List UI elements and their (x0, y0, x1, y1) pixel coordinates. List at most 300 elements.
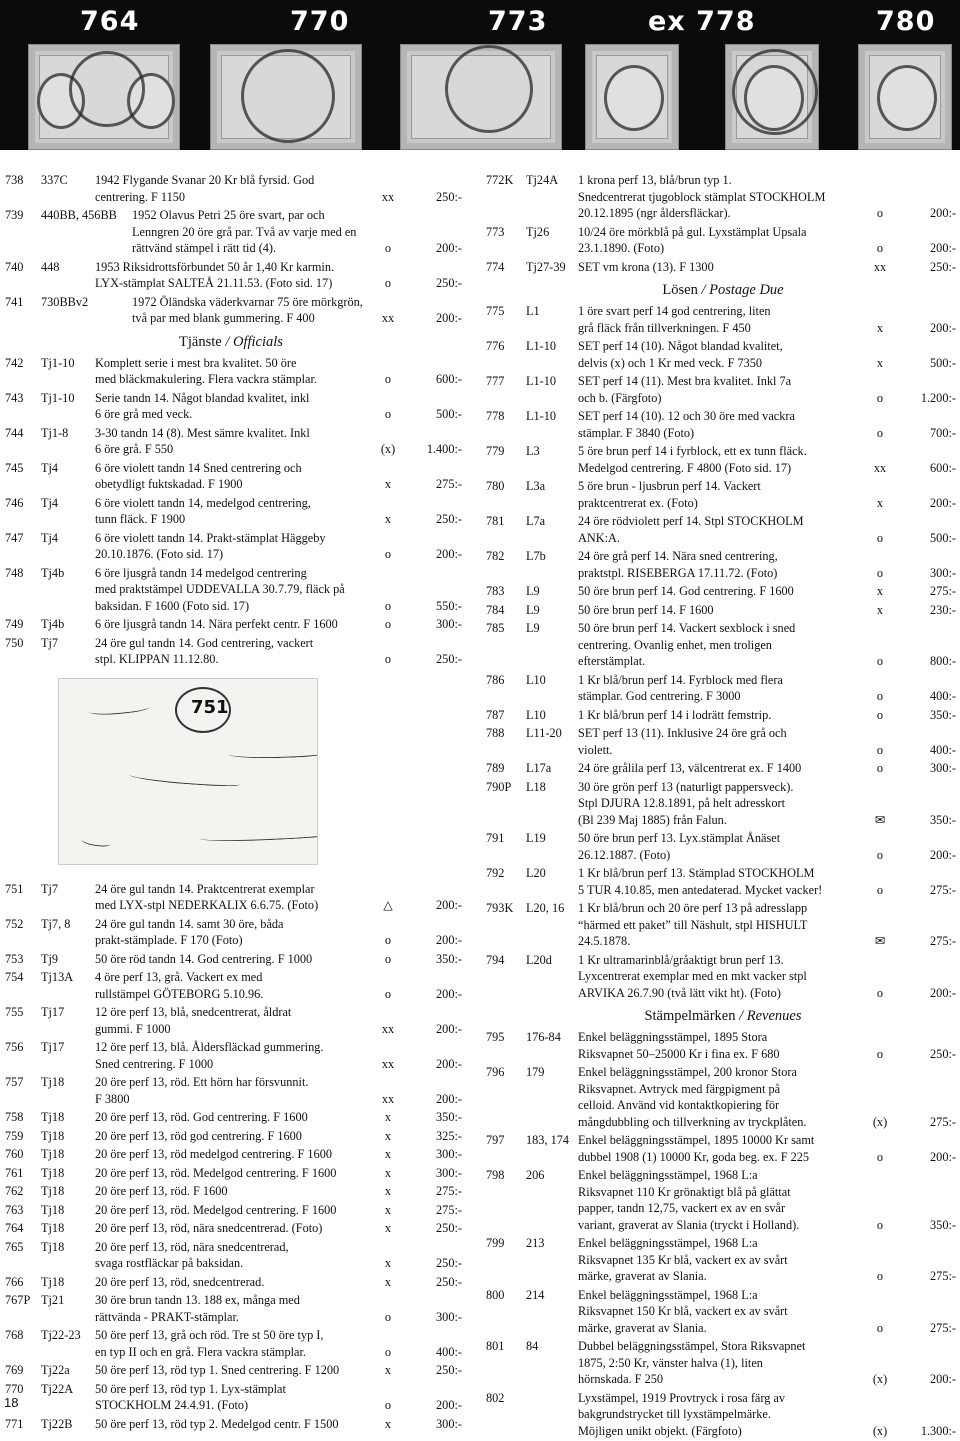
condition-code: o (876, 565, 884, 580)
condition-code: x (384, 477, 392, 491)
catalogue-number: Tj24A (526, 173, 559, 187)
description-line: grå fläck från tillverkningen. F 450 (578, 320, 751, 335)
lot-description (95, 390, 370, 423)
lot-row (0, 1381, 462, 1414)
lot-number: 746 (5, 495, 24, 510)
description-line: 24 öre rödviolett perf 14. Stpl STOCKHOLM (578, 514, 804, 528)
condition-code: x (384, 1416, 392, 1431)
lot-description (578, 1064, 862, 1130)
description-line: 6 öre ljusgrå tandn 14. Nära perfekt centr. F 1600 (95, 617, 338, 631)
lot-row (0, 1039, 462, 1072)
catalogue-number: Tj4 (41, 495, 59, 510)
condition-code: o (384, 241, 392, 255)
description-line: obetydligt fuktskadad. F 1900 (95, 477, 243, 491)
catalogue-number: L9 (526, 602, 540, 617)
starting-price: 200:- (930, 320, 956, 335)
description-line: Dubbel beläggningsstämpel, Stora Riksvapnet (578, 1339, 806, 1353)
condition-code: x (384, 512, 392, 526)
condition-code: o (384, 372, 392, 386)
lot-number: 776 (486, 339, 505, 353)
description-line: Lyxstämpel, 1919 Provtryck i rosa färg av (578, 1390, 786, 1405)
description-line: SET perf 13 (11). Inklusive 24 öre grå och (578, 726, 787, 740)
condition-code: o (876, 847, 884, 862)
description-line: stämplar. God centrering. F 3000 (578, 689, 741, 703)
description-line: stämplar. F 3840 (Foto) (578, 425, 695, 440)
lot-description (95, 1220, 370, 1237)
lot-number: 797 (486, 1133, 505, 1147)
lot-description (578, 672, 862, 705)
catalogue-number: Tj18 (41, 1239, 65, 1254)
description-line: (Bl 239 Maj 1885) från Falun. (578, 812, 727, 827)
lot-description (95, 259, 370, 292)
lot-description (95, 1165, 370, 1182)
lot-description (95, 1202, 370, 1219)
lot-number: 762 (5, 1184, 24, 1198)
description-line: Riksvapnet 135 Kr blå, vackert ex av svårt (578, 1252, 788, 1267)
description-line: centrering. Ovanlig enhet, men troligen (578, 637, 772, 652)
lot-row (486, 900, 960, 950)
starting-price: 250:- (436, 1221, 462, 1235)
description-line: SET perf 14 (11). Mest bra kvalitet. Inkl 7a (578, 374, 792, 388)
catalogue-number: L10 (526, 672, 546, 687)
lot-description (578, 725, 862, 758)
description-line: hörnskada. F 250 (578, 1372, 664, 1386)
description-line: 6 öre grå. F 550 (95, 442, 174, 456)
lot-row (0, 1202, 462, 1219)
condition-code: o (876, 241, 884, 255)
lot-description (578, 259, 862, 276)
lot-number: 739 (5, 208, 24, 222)
lot-description (578, 760, 862, 777)
lot-description (95, 1274, 370, 1291)
lot-row (0, 1274, 462, 1291)
catalogue-number: L3 (526, 444, 540, 458)
lot-row (486, 672, 960, 705)
lot-row (0, 355, 462, 388)
lot-number: 766 (5, 1274, 24, 1289)
condition-code: o (876, 206, 884, 220)
description-line: 1 Kr ultramarinblå/gråaktigt brun perf 13. (578, 952, 784, 967)
lot-description (95, 172, 370, 205)
condition-code: o (876, 425, 884, 440)
starting-price: 800:- (930, 654, 956, 668)
lot-row (486, 338, 960, 371)
condition-code: x (384, 1128, 392, 1143)
description-line: rättvända - PRAKT-stämplar. (95, 1309, 240, 1324)
starting-price: 400:- (930, 689, 956, 703)
lot-description (578, 548, 862, 581)
condition-code: x (384, 1147, 392, 1161)
section-heading-sv: Tjänste (179, 333, 222, 350)
lot-number: 774 (486, 259, 505, 274)
description-line: violett. (578, 742, 613, 757)
description-line: mångdubbling och tillverkning av tryckplåten. (578, 1114, 807, 1129)
description-line: tunn fläck. F 1900 (95, 512, 186, 526)
starting-price: 250:- (436, 1363, 462, 1377)
lot-number: 795 (486, 1030, 505, 1044)
left-column (0, 172, 462, 1434)
page-number: 18 (4, 1395, 19, 1410)
lot-number: 767P (5, 1293, 31, 1307)
description-line: Riksvapnet 50–25000 Kr i fina ex. F 680 (578, 1046, 780, 1061)
lot-number: 751 (5, 881, 24, 896)
starting-price: 200:- (436, 1021, 462, 1036)
description-line: praktcentrerat ex. (Foto) (578, 495, 698, 510)
lot-description (578, 1167, 862, 1233)
lot-row (486, 408, 960, 441)
lot-description (578, 602, 862, 619)
lot-row (0, 1004, 462, 1037)
lot-row (486, 1390, 960, 1440)
condition-code: o (876, 882, 884, 897)
description-line: 23.1.1890. (Foto) (578, 241, 665, 255)
lot-description (578, 478, 862, 511)
lot-description (578, 224, 862, 257)
lot-number: 760 (5, 1147, 24, 1161)
lot-row (0, 460, 462, 493)
strip-label-770: 770 (290, 6, 350, 37)
condition-code: o (384, 598, 392, 613)
stamp-image-780 (858, 44, 952, 150)
lot-row (0, 1327, 462, 1360)
lot-description (95, 1109, 370, 1126)
lot-row (0, 916, 462, 949)
catalogue-number: Tj13A (41, 970, 74, 984)
section-heading-en: Revenues (746, 1008, 802, 1024)
condition-code: o (384, 276, 392, 290)
condition-code: o (384, 617, 392, 631)
section-heading-sv: Lösen (662, 282, 698, 298)
condition-code: x (384, 1363, 392, 1377)
lot-row (0, 1183, 462, 1200)
lot-description (95, 1292, 370, 1325)
description-line: svaga rostfläckar på baksidan. (95, 1256, 244, 1270)
condition-code: o (384, 986, 392, 1001)
description-line: ANK:A. (578, 530, 621, 545)
lot-description (578, 303, 862, 336)
description-line: 12 öre perf 13, blå. Åldersfläckad gummering. (95, 1040, 324, 1054)
lot-row (486, 1287, 960, 1337)
lot-number: 748 (5, 565, 24, 580)
section-heading (486, 280, 960, 301)
starting-price: 300:- (436, 1309, 462, 1324)
description-line: 20 öre perf 13, röd. God centrering. F 1600 (95, 1110, 308, 1124)
lot-number: 791 (486, 831, 505, 845)
lot-description (95, 495, 370, 528)
condition-code: o (384, 407, 392, 421)
starting-price: 600:- (930, 460, 956, 475)
condition-code: xx (381, 1056, 395, 1071)
description-line: stpl. KLIPPAN 11.12.80. (95, 652, 219, 666)
section-heading-en: Postage Due (709, 282, 784, 298)
lot-number: 765 (5, 1239, 24, 1254)
description-line: 20.10.1876. (Foto sid. 17) (95, 547, 224, 561)
lot-row (486, 513, 960, 546)
description-line: 50 öre perf 13, röd typ 1. Lyx-stämplat (95, 1381, 286, 1396)
description-line: en typ II och en grå. Flera vackra stämplar. (95, 1344, 307, 1359)
description-line: rullstämpel GÖTEBORG 5.10.96. (95, 986, 264, 1001)
lot-row (486, 548, 960, 581)
condition-code: o (384, 1398, 392, 1412)
description-line: Riksvapnet. Avtryck med färgpigment på (578, 1081, 781, 1096)
lot-number: 738 (5, 173, 24, 187)
description-line: 24 öre gul tandn 14. God centrering, vackert (95, 635, 314, 650)
description-line: två par med blank gummering. F 400 (132, 311, 315, 325)
description-line: Enkel beläggningsstämpel, 1895 10000 Kr samt (578, 1133, 815, 1147)
description-line: märke, graverat av Slania. (578, 1269, 707, 1283)
lot-row (486, 602, 960, 619)
lot-number: 802 (486, 1390, 505, 1405)
lot-number: 801 (486, 1339, 505, 1353)
description-line: 1953 Riksidrottsförbundet 50 år 1,40 Kr karmin. (95, 259, 335, 274)
starting-price: 200:- (436, 547, 462, 561)
condition-code: o (876, 654, 884, 668)
condition-code: (x) (872, 1372, 888, 1386)
catalogue-number: Tj1-8 (41, 425, 69, 440)
catalogue-number: Tj18 (41, 1075, 65, 1089)
starting-price: 200:- (930, 495, 956, 510)
lot-number: 744 (5, 425, 24, 440)
catalogue-number: L11-20 (526, 726, 562, 740)
description-line: 20 öre perf 13, röd. F 1600 (95, 1184, 228, 1198)
lot-description (95, 530, 370, 563)
description-line: 20 öre perf 13, röd god centrering. F 1600 (95, 1128, 302, 1143)
catalogue-number: L7b (526, 549, 546, 563)
condition-code: o (876, 985, 884, 1000)
lot-description (95, 355, 370, 388)
lot-description (95, 1362, 370, 1379)
section-heading (486, 1006, 960, 1027)
lot-number: 758 (5, 1110, 24, 1124)
starting-price: 200:- (930, 1149, 956, 1164)
description-line: 6 öre violett tandn 14 Sned centrering och (95, 460, 302, 475)
lot-description (578, 373, 862, 406)
description-line: 4 öre perf 13, grå. Vackert ex med (95, 970, 263, 984)
catalogue-number: 206 (526, 1168, 545, 1182)
lot-number: 749 (5, 617, 24, 631)
starting-price: 275:- (930, 934, 956, 948)
lot-number: 759 (5, 1128, 24, 1143)
description-line: papper, tandn 12,75, vackert ex av en svår (578, 1201, 786, 1215)
catalogue-number: Tj18 (41, 1274, 65, 1289)
strip-label-764: 764 (80, 6, 140, 37)
condition-code: (x) (872, 1114, 888, 1129)
catalogue-number: 179 (526, 1065, 545, 1079)
description-line: 50 öre röd tandn 14. God centrering. F 1000 (95, 951, 313, 966)
lot-number: 786 (486, 672, 505, 687)
lot-description (95, 881, 370, 914)
starting-price: 200:- (436, 1091, 462, 1106)
catalogue-number: Tj22a (41, 1363, 70, 1377)
stamp-photo-strip (0, 0, 960, 150)
starting-price: 200:- (436, 241, 462, 255)
description-line: 6 öre ljusgrå tandn 14 medelgod centrering (95, 565, 307, 580)
description-line: Enkel beläggningsstämpel, 1968 L:a (578, 1236, 758, 1250)
lot-number: 769 (5, 1363, 24, 1377)
stamp-image-ex-778-1 (585, 44, 679, 150)
description-line: 24 öre grålila perf 13, välcentrerat ex. F 1400 (578, 761, 802, 775)
description-line: Lenngren 20 öre grå par. Två av varje med en (132, 224, 357, 239)
lot-row (0, 565, 462, 615)
condition-code: x (384, 1256, 392, 1270)
description-line: 20 öre perf 13, röd medelgod centrering. F 1600 (95, 1147, 332, 1161)
catalogue-number: Tj7 (41, 881, 59, 896)
stamp-image-764 (28, 44, 180, 150)
catalogue-number: Tj22-23 (41, 1328, 81, 1342)
condition-code: o (384, 933, 392, 947)
description-line: centrering. F 1150 (95, 189, 186, 204)
lot-number: 784 (486, 602, 505, 617)
lot-number: 782 (486, 549, 505, 563)
lot-number: 763 (5, 1202, 24, 1217)
lot-number: 740 (5, 259, 24, 274)
condition-code: x (876, 495, 884, 510)
stamp-image-ex-778-2 (725, 44, 819, 150)
lot-number: 781 (486, 514, 505, 528)
lot-number: 750 (5, 635, 24, 650)
lot-number: 780 (486, 479, 505, 493)
catalogue-number: Tj22A (41, 1381, 74, 1396)
description-line: 10/24 öre mörkblå på gul. Lyxstämplat Upsala (578, 224, 807, 239)
description-line: och b. (Färgfoto) (578, 390, 662, 405)
starting-price: 350:- (930, 707, 956, 722)
lot-row (0, 530, 462, 563)
starting-price: 275:- (930, 1114, 956, 1129)
catalogue-number: Tj1-10 (41, 355, 75, 370)
catalogue-number: Tj4 (41, 530, 59, 545)
starting-price: 250:- (436, 512, 462, 526)
description-line: gummi. F 1000 (95, 1021, 171, 1036)
starting-price: 200:- (436, 898, 462, 912)
lot-description (578, 865, 862, 898)
starting-price: 400:- (436, 1344, 462, 1359)
lot-row (0, 425, 462, 458)
lot-number: 799 (486, 1236, 505, 1250)
lot-number: 761 (5, 1165, 24, 1180)
stamp-image-773 (400, 44, 562, 150)
lot-number: 798 (486, 1168, 505, 1182)
description-line: 1 Kr blå/brun perf 14 i lodrätt femstrip. (578, 707, 772, 722)
starting-price: 250:- (436, 1274, 462, 1289)
lot-number: 741 (5, 294, 24, 309)
description-line: 50 öre brun perf 14. F 1600 (578, 602, 714, 617)
description-line: Komplett serie i mest bra kvalitet. 50 öre (95, 355, 297, 370)
lot-row (486, 373, 960, 406)
description-line: SET vm krona (13). F 1300 (578, 259, 714, 274)
lot-description (578, 779, 862, 829)
condition-code: x (384, 1274, 392, 1289)
lot-description (578, 707, 862, 724)
description-line: 20 öre perf 13, röd, nära snedcentrerad. (Foto) (95, 1221, 323, 1235)
lot-number: 742 (5, 355, 24, 370)
starting-price: 250:- (930, 259, 956, 274)
description-line: Enkel beläggningsstämpel, 1968 L:a (578, 1287, 758, 1302)
catalogue-number: Tj18 (41, 1110, 65, 1124)
starting-price: 275:- (436, 1202, 462, 1217)
description-line: 20 öre perf 13, röd, snedcentrerad. (95, 1274, 265, 1289)
lot-description (578, 1029, 862, 1062)
lot-description (95, 1327, 370, 1360)
lot-row (0, 969, 462, 1002)
lot-row (0, 1416, 462, 1433)
condition-code: ✉ (874, 812, 886, 827)
starting-price: 250:- (436, 276, 462, 290)
starting-price: 350:- (930, 1217, 956, 1232)
lot-row (486, 478, 960, 511)
description-line: praktstpl. RISEBERGA 17.11.72. (Foto) (578, 565, 778, 580)
strip-label-780: 780 (876, 6, 936, 37)
description-line: 50 öre perf 13, röd typ 2. Medelgod centr. F 1500 (95, 1416, 339, 1431)
lot-number: 794 (486, 952, 505, 967)
description-line: 50 öre perf 13, grå och röd. Tre st 50 öre typ I, (95, 1328, 324, 1342)
description-line: Snedcentrerat tjugoblock stämplat STOCKHOLM (578, 189, 826, 204)
catalogue-number: Tj18 (41, 1202, 65, 1217)
description-line: Riksvapnet 110 Kr grönaktigt blå på glättat (578, 1184, 791, 1199)
lot-number: 793K (486, 901, 514, 915)
starting-price: 600:- (436, 372, 462, 386)
catalogue-number: Tj18 (41, 1128, 65, 1143)
starting-price: 550:- (436, 598, 462, 613)
lot-description (95, 565, 370, 615)
lot-number: 752 (5, 916, 24, 931)
lot-row (0, 1109, 462, 1126)
catalogue-number: L1-10 (526, 339, 557, 353)
description-line: 20.12.1895 (ngr åldersfläckar). (578, 206, 731, 220)
description-line: 1875, 2:50 Kr, vänster halva (1), liten (578, 1355, 763, 1370)
starting-price: 200:- (930, 241, 956, 255)
description-line: Riksvapnet 150 Kr blå, vackert ex av svårt (578, 1304, 788, 1318)
condition-code: xx (381, 1091, 395, 1106)
catalogue-number: 213 (526, 1236, 545, 1250)
lot-description (95, 1074, 370, 1107)
starting-price: 400:- (930, 742, 956, 757)
condition-code: x (384, 1221, 392, 1235)
lot-row (486, 865, 960, 898)
catalogue-number: L1 (526, 304, 540, 318)
lot-row (486, 1235, 960, 1285)
description-line: ARVIKA 26.7.90 (två lätt vikt ht). (Foto) (578, 985, 781, 1000)
starting-price: 250:- (436, 189, 462, 204)
lot-row (0, 616, 462, 633)
description-line: Serie tandn 14. Något blandad kvalitet, inkl (95, 390, 310, 405)
lot-description (95, 916, 370, 949)
starting-price: 275:- (930, 584, 956, 598)
starting-price: 1.400:- (426, 442, 462, 456)
condition-code: x (384, 1202, 392, 1217)
lot-number: 792 (486, 866, 505, 880)
lot-row (486, 830, 960, 863)
description-line: SET perf 14 (10). 12 och 30 öre med vackra (578, 409, 795, 423)
lot-row (486, 303, 960, 336)
description-line: 1 Kr blå/brun perf 14. Fyrblock med flera (578, 672, 783, 687)
description-line: efterstämplat. (578, 654, 646, 668)
condition-code: o (876, 707, 884, 722)
catalogue-number: Tj17 (41, 1005, 65, 1019)
condition-code: o (876, 742, 884, 757)
description-line: med LYX-stpl NEDERKALIX 6.6.75. (Foto) (95, 898, 319, 912)
lot-row (0, 1220, 462, 1237)
starting-price: 250:- (930, 1046, 956, 1061)
lot-description (95, 1039, 370, 1072)
description-line: bakgrundstrycket till lyxstämpelmärke. (578, 1407, 771, 1421)
condition-code: x (876, 602, 884, 617)
lot-row (486, 259, 960, 276)
description-line: 6 öre violett tandn 14. Prakt-stämplat Häggeby (95, 530, 326, 545)
lot-number: 757 (5, 1075, 24, 1089)
lot-row (486, 952, 960, 1002)
lot-description (95, 1128, 370, 1145)
section-heading-sep: / (697, 282, 710, 298)
